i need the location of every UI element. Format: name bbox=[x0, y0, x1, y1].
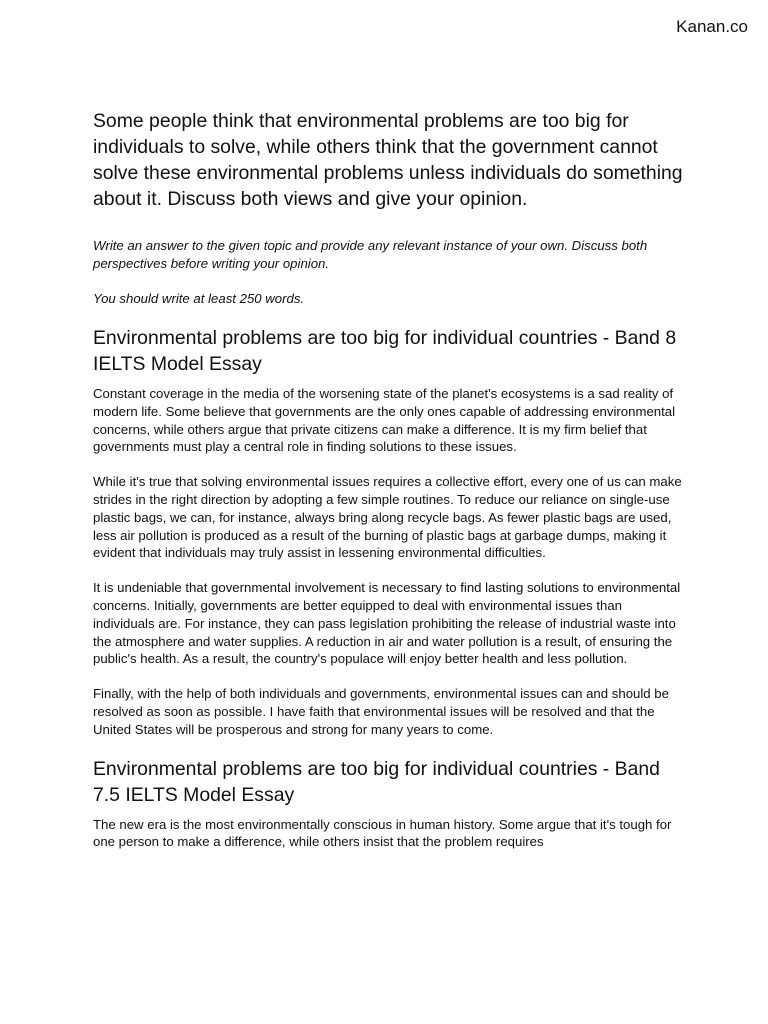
site-brand[interactable]: Kanan.co bbox=[676, 17, 748, 36]
essay-paragraph: Finally, with the help of both individuals and governments, environmental issues can and should be resolved as soon as possible. I have faith that environmental issues will be resolved and that the United States will be prosperous and strong for many years to come. bbox=[93, 686, 669, 737]
essay-heading: Environmental problems are too big for individual countries - Band 8 IELTS Model Essay bbox=[93, 327, 677, 375]
essay-paragraph: Constant coverage in the media of the worsening state of the planet's ecosystems is a sad reality of modern life. Some believe that governments are the only ones capable of addressing environmental concerns, while others argue that private citizens can make a difference. It is my firm belief that governments must play a central role in finding solutions to these issues. bbox=[93, 386, 676, 455]
essay-paragraph: While it's true that solving environmental issues requires a collective effort, every one of us can make strides in the right direction by adopting a few simple routines. To reduce our reliance on single-use plastic bags, we can, for instance, always bring along recycle bags. As fewer plastic bags are used, less air pollution is produced as a result of the burning of plastic bags at garbage dumps, making it evident that individuals may truly assist in lessening environmental difficulties. bbox=[93, 474, 682, 561]
essay-paragraph: The new era is the most environmentally conscious in human history. Some argue that it's tough for one person to make a difference, while others insist that the problem requires bbox=[93, 816, 672, 850]
essay-heading: Environmental problems are too big for individual countries - Band 7.5 IELTS Model Essay bbox=[93, 757, 660, 806]
word-count-instruction: You should write at least 250 words. bbox=[93, 291, 305, 306]
essay-band-7-5 bbox=[93, 756, 683, 852]
essay-paragraph: It is undeniable that governmental involvement is necessary to find lasting solutions to environmental concerns. Initially, governments are better equipped to deal with environmental issues than individuals are. For instance, they can pass legislation prohibiting the release of industrial waste into the atmosphere and water supplies. A reduction in air and water pollution is a result, of ensuring the public's health. As a result, the country's populace will enjoy better health and less pollution. bbox=[93, 580, 681, 667]
essay-prompt: Some people think that environmental problems are too big for individuals to solve, while others think that the government cannot solve these environmental problems unless individuals do something about it. Discuss both views and give your opinion. bbox=[93, 110, 683, 210]
instruction-text: Write an answer to the given topic and provide any relevant instance of your own. Discuss both perspectives before writing your opinion. bbox=[93, 238, 648, 271]
document-content bbox=[93, 108, 683, 868]
essay-band-8 bbox=[93, 325, 683, 739]
